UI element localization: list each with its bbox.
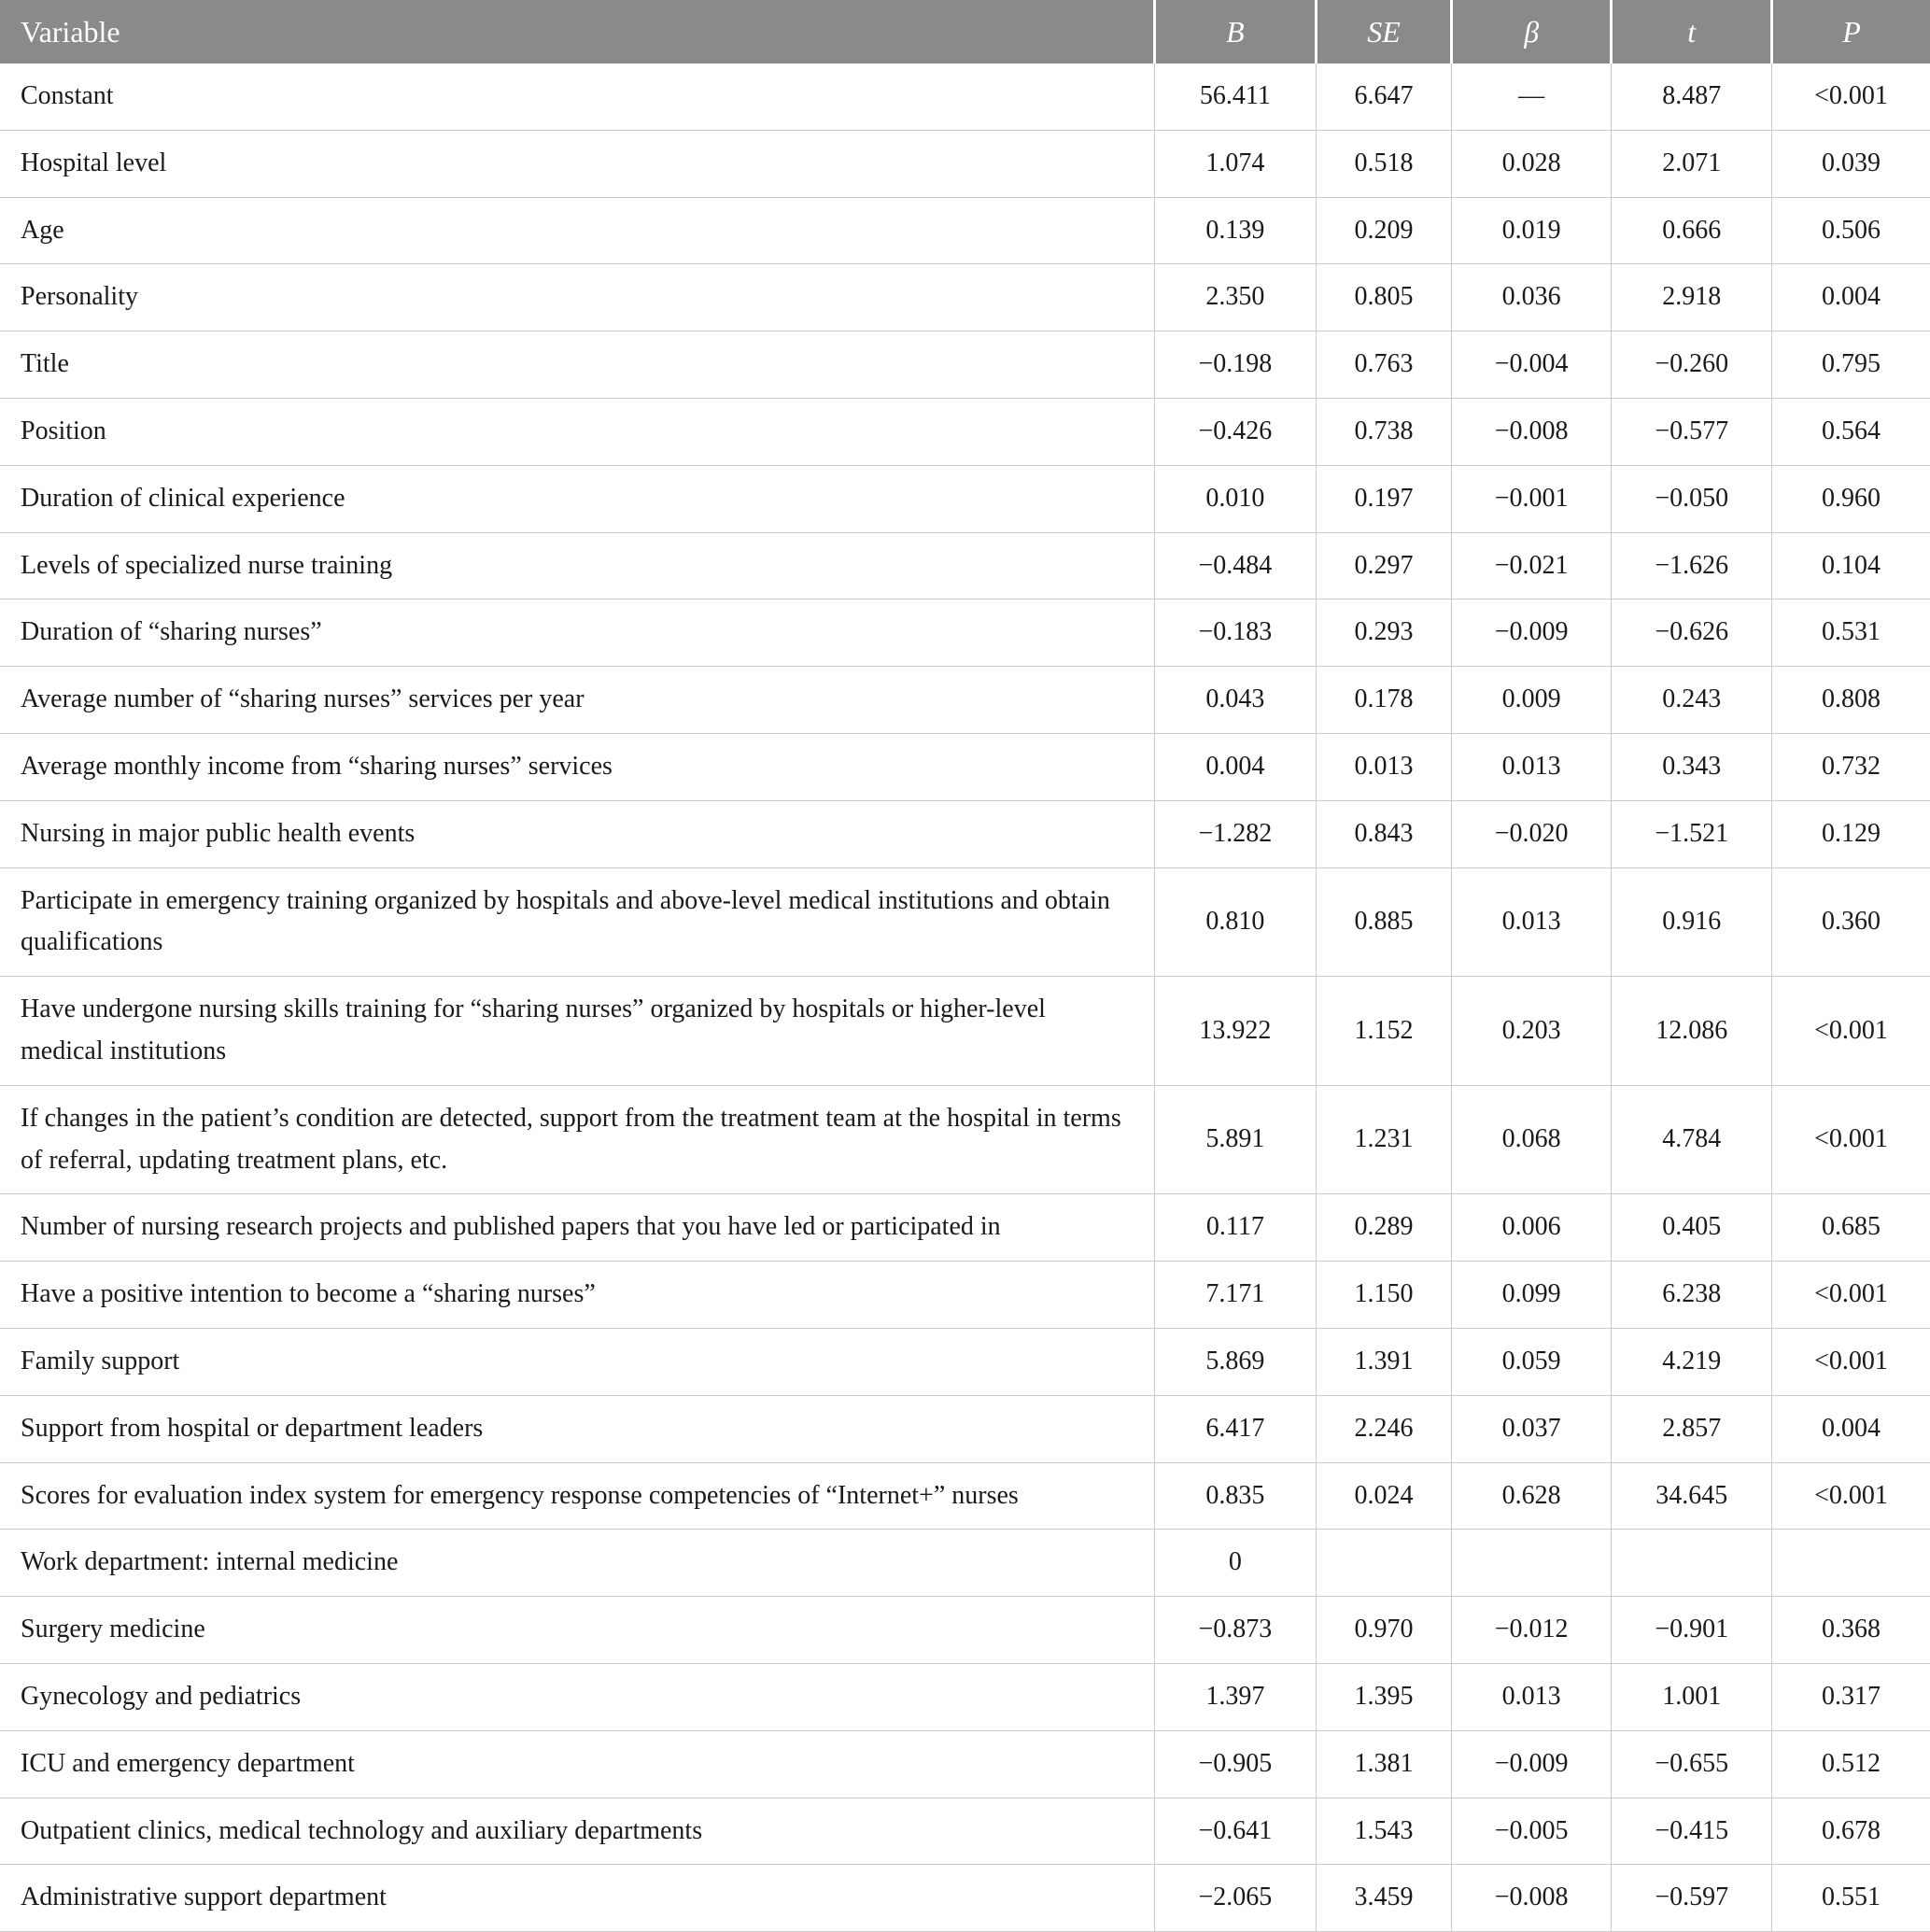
table-row <box>0 977 1930 1086</box>
cell-beta: 0.006 <box>1451 1194 1612 1262</box>
cell-se: 0.197 <box>1317 465 1452 532</box>
cell-beta: 0.628 <box>1451 1462 1612 1530</box>
cell-beta: −0.009 <box>1451 599 1612 667</box>
cell-beta: 0.037 <box>1451 1395 1612 1462</box>
cell-beta: 0.099 <box>1451 1262 1612 1329</box>
table-row <box>0 398 1930 465</box>
cell-b: −0.873 <box>1154 1597 1317 1664</box>
cell-beta: 0.019 <box>1451 197 1612 264</box>
cell-t: −0.597 <box>1612 1865 1772 1932</box>
table-row <box>0 1530 1930 1597</box>
cell-beta: −0.008 <box>1451 1865 1612 1932</box>
cell-p: 0.004 <box>1771 1395 1930 1462</box>
cell-b: 6.417 <box>1154 1395 1317 1462</box>
cell-variable: Participate in emergency training organized by hospitals and above-level medical institutions and obtain qualifications <box>0 867 1154 977</box>
cell-t: 0.405 <box>1612 1194 1772 1262</box>
cell-variable: Support from hospital or department leaders <box>0 1395 1154 1462</box>
cell-p: 0.506 <box>1771 197 1930 264</box>
header-p: P <box>1771 0 1930 63</box>
cell-p: 0.795 <box>1771 331 1930 399</box>
cell-p: 0.531 <box>1771 599 1930 667</box>
cell-se: 0.289 <box>1317 1194 1452 1262</box>
cell-p: 0.512 <box>1771 1730 1930 1798</box>
cell-b: 13.922 <box>1154 977 1317 1086</box>
cell-beta: −0.004 <box>1451 331 1612 399</box>
cell-p: 0.129 <box>1771 800 1930 867</box>
cell-p: <0.001 <box>1771 1328 1930 1395</box>
table-row <box>0 667 1930 734</box>
cell-beta: 0.009 <box>1451 667 1612 734</box>
cell-b: −0.426 <box>1154 398 1317 465</box>
cell-p: 0.551 <box>1771 1865 1930 1932</box>
cell-variable: Age <box>0 197 1154 264</box>
cell-p: 0.678 <box>1771 1798 1930 1865</box>
cell-variable: Constant <box>0 63 1154 130</box>
cell-t: −0.901 <box>1612 1597 1772 1664</box>
cell-beta: 0.013 <box>1451 867 1612 977</box>
table-row <box>0 264 1930 331</box>
cell-variable: Have undergone nursing skills training for “sharing nurses” organized by hospitals or higher-level medical institutions <box>0 977 1154 1086</box>
cell-se: 0.293 <box>1317 599 1452 667</box>
cell-se: 0.738 <box>1317 398 1452 465</box>
cell-p: <0.001 <box>1771 1262 1930 1329</box>
table-row <box>0 1462 1930 1530</box>
cell-t: −0.626 <box>1612 599 1772 667</box>
cell-variable: Family support <box>0 1328 1154 1395</box>
cell-b: −1.282 <box>1154 800 1317 867</box>
cell-beta: −0.001 <box>1451 465 1612 532</box>
header-b: B <box>1154 0 1317 63</box>
cell-t: 2.857 <box>1612 1395 1772 1462</box>
cell-beta: 0.036 <box>1451 264 1612 331</box>
cell-p: <0.001 <box>1771 1462 1930 1530</box>
cell-se <box>1317 1530 1452 1597</box>
cell-variable: Scores for evaluation index system for emergency response competencies of “Internet+” nurses <box>0 1462 1154 1530</box>
cell-t: 0.343 <box>1612 733 1772 800</box>
cell-b: 0 <box>1154 1530 1317 1597</box>
cell-t: 0.916 <box>1612 867 1772 977</box>
table-row <box>0 1085 1930 1194</box>
cell-beta: −0.021 <box>1451 532 1612 599</box>
table-row <box>0 465 1930 532</box>
cell-se: 0.970 <box>1317 1597 1452 1664</box>
cell-t: −0.577 <box>1612 398 1772 465</box>
cell-p: 0.368 <box>1771 1597 1930 1664</box>
cell-b: 5.869 <box>1154 1328 1317 1395</box>
cell-beta: — <box>1451 63 1612 130</box>
cell-b: 7.171 <box>1154 1262 1317 1329</box>
cell-variable: Average number of “sharing nurses” services per year <box>0 667 1154 734</box>
cell-beta: 0.059 <box>1451 1328 1612 1395</box>
cell-beta: 0.013 <box>1451 733 1612 800</box>
cell-t: 6.238 <box>1612 1262 1772 1329</box>
cell-p: <0.001 <box>1771 1085 1930 1194</box>
cell-t: −1.521 <box>1612 800 1772 867</box>
cell-se: 0.209 <box>1317 197 1452 264</box>
cell-variable: Gynecology and pediatrics <box>0 1663 1154 1730</box>
cell-beta: −0.009 <box>1451 1730 1612 1798</box>
table-row <box>0 1798 1930 1865</box>
cell-variable: Personality <box>0 264 1154 331</box>
cell-variable: Average monthly income from “sharing nurses” services <box>0 733 1154 800</box>
table-row <box>0 130 1930 197</box>
table-row <box>0 1395 1930 1462</box>
table-header <box>0 0 1930 63</box>
cell-beta: −0.020 <box>1451 800 1612 867</box>
cell-p: 0.039 <box>1771 130 1930 197</box>
cell-se: 0.013 <box>1317 733 1452 800</box>
cell-t: −0.260 <box>1612 331 1772 399</box>
cell-t: 4.784 <box>1612 1085 1772 1194</box>
cell-p <box>1771 1530 1930 1597</box>
cell-t: 0.666 <box>1612 197 1772 264</box>
cell-se: 0.763 <box>1317 331 1452 399</box>
cell-t: −1.626 <box>1612 532 1772 599</box>
cell-se: 0.297 <box>1317 532 1452 599</box>
cell-b: 0.117 <box>1154 1194 1317 1262</box>
table-row <box>0 800 1930 867</box>
table-row <box>0 1262 1930 1329</box>
cell-p: <0.001 <box>1771 63 1930 130</box>
cell-se: 0.518 <box>1317 130 1452 197</box>
cell-beta: −0.012 <box>1451 1597 1612 1664</box>
table-row <box>0 733 1930 800</box>
cell-b: 2.350 <box>1154 264 1317 331</box>
cell-variable: If changes in the patient’s condition are detected, support from the treatment team at the hospital in terms of referral, updating treatment plans, etc. <box>0 1085 1154 1194</box>
cell-t: 4.219 <box>1612 1328 1772 1395</box>
cell-variable: Nursing in major public health events <box>0 800 1154 867</box>
cell-t: 12.086 <box>1612 977 1772 1086</box>
cell-b: 56.411 <box>1154 63 1317 130</box>
cell-se: 1.150 <box>1317 1262 1452 1329</box>
cell-variable: Outpatient clinics, medical technology and auxiliary departments <box>0 1798 1154 1865</box>
cell-p: 0.104 <box>1771 532 1930 599</box>
cell-t: 2.071 <box>1612 130 1772 197</box>
cell-p: <0.001 <box>1771 977 1930 1086</box>
table-row <box>0 1194 1930 1262</box>
cell-p: 0.004 <box>1771 264 1930 331</box>
cell-beta: 0.013 <box>1451 1663 1612 1730</box>
cell-se: 1.391 <box>1317 1328 1452 1395</box>
cell-variable: Position <box>0 398 1154 465</box>
cell-b: −0.198 <box>1154 331 1317 399</box>
cell-b: 0.835 <box>1154 1462 1317 1530</box>
cell-se: 2.246 <box>1317 1395 1452 1462</box>
cell-t: −0.415 <box>1612 1798 1772 1865</box>
cell-beta: 0.068 <box>1451 1085 1612 1194</box>
cell-variable: Title <box>0 331 1154 399</box>
header-se: SE <box>1317 0 1452 63</box>
cell-se: 6.647 <box>1317 63 1452 130</box>
cell-t: 0.243 <box>1612 667 1772 734</box>
cell-se: 1.231 <box>1317 1085 1452 1194</box>
cell-beta: −0.008 <box>1451 398 1612 465</box>
table-body <box>0 63 1930 1932</box>
cell-t <box>1612 1530 1772 1597</box>
cell-variable: Hospital level <box>0 130 1154 197</box>
cell-variable: Duration of clinical experience <box>0 465 1154 532</box>
cell-b: 1.397 <box>1154 1663 1317 1730</box>
cell-se: 0.843 <box>1317 800 1452 867</box>
cell-beta <box>1451 1530 1612 1597</box>
cell-se: 0.805 <box>1317 264 1452 331</box>
table-row <box>0 63 1930 130</box>
cell-variable: Number of nursing research projects and published papers that you have led or participated in <box>0 1194 1154 1262</box>
cell-variable: Work department: internal medicine <box>0 1530 1154 1597</box>
cell-p: 0.685 <box>1771 1194 1930 1262</box>
cell-b: 0.810 <box>1154 867 1317 977</box>
cell-b: 0.010 <box>1154 465 1317 532</box>
table-row <box>0 1663 1930 1730</box>
header-t: t <box>1612 0 1772 63</box>
cell-variable: Administrative support department <box>0 1865 1154 1932</box>
cell-p: 0.564 <box>1771 398 1930 465</box>
header-beta: β <box>1451 0 1612 63</box>
cell-se: 0.178 <box>1317 667 1452 734</box>
cell-se: 1.395 <box>1317 1663 1452 1730</box>
table-row <box>0 599 1930 667</box>
cell-b: 0.043 <box>1154 667 1317 734</box>
cell-b: 5.891 <box>1154 1085 1317 1194</box>
table-row <box>0 1597 1930 1664</box>
cell-b: −0.183 <box>1154 599 1317 667</box>
cell-se: 0.024 <box>1317 1462 1452 1530</box>
cell-se: 0.885 <box>1317 867 1452 977</box>
table-row <box>0 1865 1930 1932</box>
cell-p: 0.732 <box>1771 733 1930 800</box>
cell-b: 0.004 <box>1154 733 1317 800</box>
cell-p: 0.808 <box>1771 667 1930 734</box>
cell-p: 0.960 <box>1771 465 1930 532</box>
cell-variable: Duration of “sharing nurses” <box>0 599 1154 667</box>
table-row <box>0 1730 1930 1798</box>
cell-t: 8.487 <box>1612 63 1772 130</box>
table-row <box>0 331 1930 399</box>
cell-se: 1.152 <box>1317 977 1452 1086</box>
cell-b: −0.484 <box>1154 532 1317 599</box>
cell-b: −0.641 <box>1154 1798 1317 1865</box>
cell-t: −0.050 <box>1612 465 1772 532</box>
table-row <box>0 1328 1930 1395</box>
cell-p: 0.360 <box>1771 867 1930 977</box>
cell-t: 2.918 <box>1612 264 1772 331</box>
cell-variable: ICU and emergency department <box>0 1730 1154 1798</box>
cell-t: 34.645 <box>1612 1462 1772 1530</box>
cell-se: 3.459 <box>1317 1865 1452 1932</box>
table-row <box>0 197 1930 264</box>
cell-variable: Levels of specialized nurse training <box>0 532 1154 599</box>
cell-b: 1.074 <box>1154 130 1317 197</box>
cell-se: 1.381 <box>1317 1730 1452 1798</box>
cell-beta: 0.028 <box>1451 130 1612 197</box>
cell-b: 0.139 <box>1154 197 1317 264</box>
cell-t: −0.655 <box>1612 1730 1772 1798</box>
header-row <box>0 0 1930 63</box>
table-row <box>0 867 1930 977</box>
cell-beta: −0.005 <box>1451 1798 1612 1865</box>
cell-b: −2.065 <box>1154 1865 1317 1932</box>
cell-beta: 0.203 <box>1451 977 1612 1086</box>
table-row <box>0 532 1930 599</box>
cell-t: 1.001 <box>1612 1663 1772 1730</box>
cell-se: 1.543 <box>1317 1798 1452 1865</box>
cell-variable: Surgery medicine <box>0 1597 1154 1664</box>
cell-b: −0.905 <box>1154 1730 1317 1798</box>
cell-variable: Have a positive intention to become a “sharing nurses” <box>0 1262 1154 1329</box>
cell-p: 0.317 <box>1771 1663 1930 1730</box>
header-variable: Variable <box>0 0 1154 63</box>
